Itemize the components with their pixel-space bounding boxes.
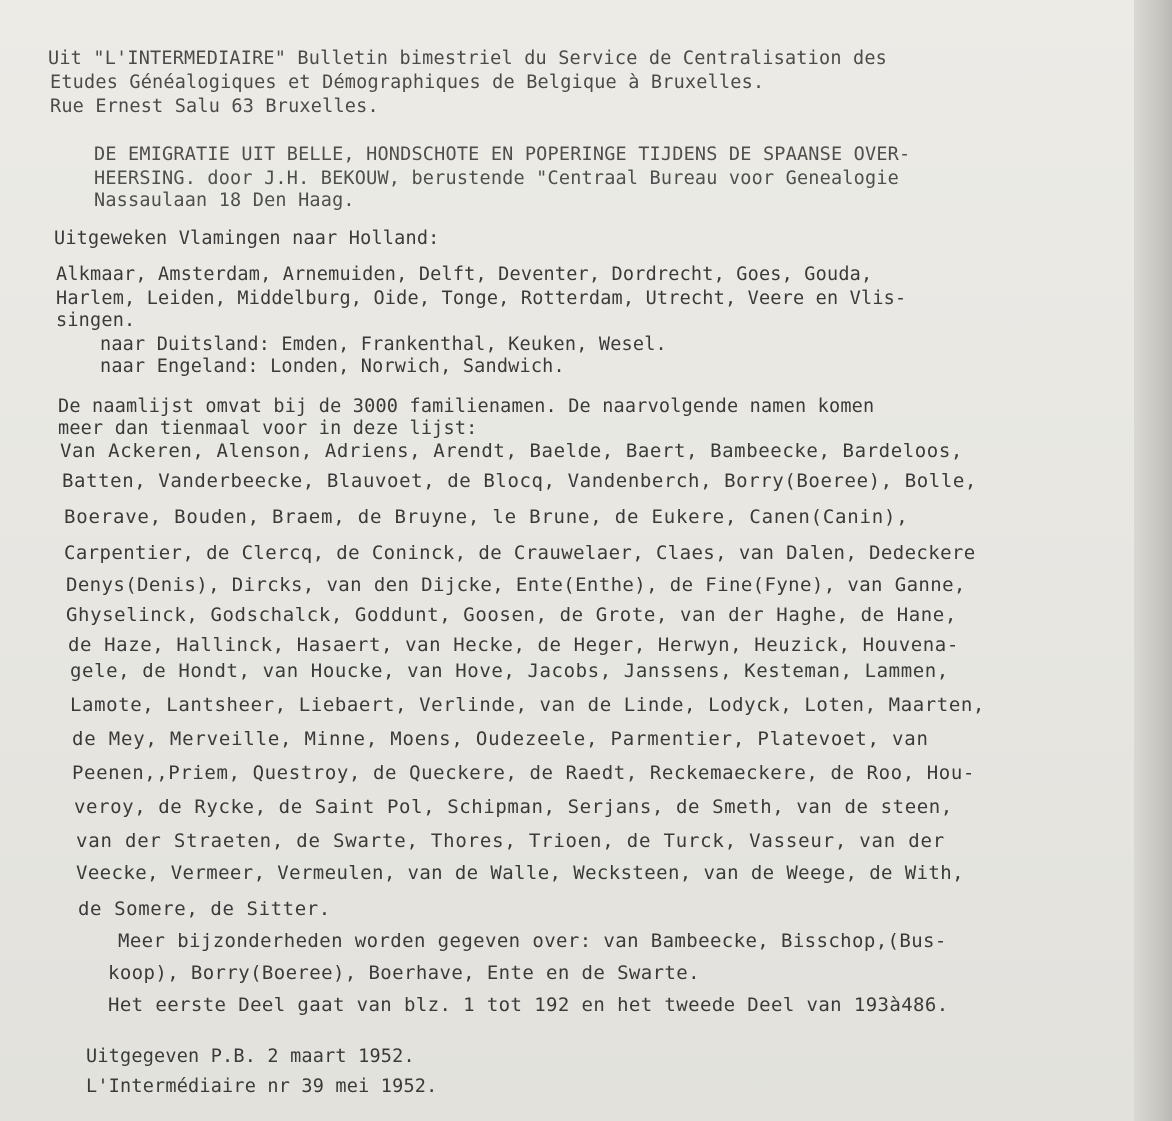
- names-line-9: Lamote, Lantsheer, Liebaert, Verlinde, van de Linde, Lodyck, Loten, Maarten,: [70, 694, 985, 716]
- header-line-3: Rue Ernest Salu 63 Bruxelles.: [50, 96, 379, 117]
- footer-line-2: L'Intermédiaire nr 39 mei 1952.: [86, 1076, 438, 1097]
- title-line-1: DE EMIGRATIE UIT BELLE, HONDSCHOTE EN POPERINGE TIJDENS DE SPAANSE OVER-: [94, 144, 911, 165]
- names-line-6: Ghyselinck, Godschalck, Goddunt, Goosen, de Grote, van der Haghe, de Hane,: [66, 604, 957, 626]
- names-line-5: Denys(Denis), Dircks, van den Dijcke, Ente(Enthe), de Fine(Fyne), van Ganne,: [66, 574, 966, 596]
- places-line-1: Alkmaar, Amsterdam, Arnemuiden, Delft, Deventer, Dordrecht, Goes, Gouda,: [56, 264, 873, 285]
- background-edge: [1134, 0, 1172, 1121]
- places-england: naar Engeland: Londen, Norwich, Sandwich.: [100, 356, 565, 377]
- names-intro-line-1: De naamlijst omvat bij de 3000 familienamen. De naarvolgende namen komen: [58, 396, 875, 417]
- names-line-3: Boerave, Bouden, Braem, de Bruyne, le Brune, de Eukere, Canen(Canin),: [64, 506, 909, 528]
- details-line-1: Meer bijzonderheden worden gegeven over: van Bambeecke, Bisschop,(Bus-: [118, 930, 947, 952]
- names-line-8: gele, de Hondt, van Houcke, van Hove, Jacobs, Janssens, Kesteman, Lammen,: [70, 660, 949, 682]
- names-intro-line-2: meer dan tienmaal voor in deze lijst:: [58, 418, 478, 439]
- names-line-2: Batten, Vanderbeecke, Blauvoet, de Blocq, Vandenberch, Borry(Boeree), Bolle,: [62, 470, 977, 492]
- details-line-2: koop), Borry(Boeree), Boerhave, Ente en de Swarte.: [108, 962, 700, 984]
- header-line-2: Etudes Généalogiques et Démographiques de Belgique à Bruxelles.: [50, 72, 765, 93]
- title-line-3: Nassaulaan 18 Den Haag.: [94, 190, 355, 211]
- names-line-11: Peenen,,Priem, Questroy, de Queckere, de Raedt, Reckemaeckere, de Roo, Hou-: [72, 762, 975, 784]
- places-germany: naar Duitsland: Emden, Frankenthal, Keuken, Wesel.: [100, 334, 667, 355]
- names-line-15: de Somere, de Sitter.: [78, 898, 331, 920]
- names-line-10: de Mey, Merveille, Minne, Moens, Oudezeele, Parmentier, Platevoet, van: [72, 728, 929, 750]
- places-line-3: singen.: [56, 310, 136, 331]
- title-line-2: HEERSING. door J.H. BEKOUW, berustende "Centraal Bureau voor Genealogie: [94, 168, 899, 189]
- names-line-1: Van Ackeren, Alenson, Adriens, Arendt, Baelde, Baert, Bambeecke, Bardeloos,: [60, 440, 963, 462]
- names-line-7: de Haze, Hallinck, Hasaert, van Hecke, de Heger, Herwyn, Heuzick, Houvena-: [68, 634, 959, 656]
- names-line-4: Carpentier, de Clercq, de Coninck, de Crauwelaer, Claes, van Dalen, Dedeckere: [64, 542, 976, 564]
- footer-line-1: Uitgegeven P.B. 2 maart 1952.: [86, 1046, 415, 1067]
- names-line-12: veroy, de Rycke, de Saint Pol, Schipman, Serjans, de Smeth, van de steen,: [74, 796, 953, 818]
- details-line-3: Het eerste Deel gaat van blz. 1 tot 192 en het tweede Deel van 193à486.: [108, 994, 949, 1016]
- names-line-13: van der Straeten, de Swarte, Thores, Trioen, de Turck, Vasseur, van der: [76, 830, 945, 852]
- header-line-1: Uit "L'INTERMEDIAIRE" Bulletin bimestriel du Service de Centralisation des: [48, 48, 888, 69]
- places-line-2: Harlem, Leiden, Middelburg, Oide, Tonge, Rotterdam, Utrecht, Veere en Vlis-: [56, 288, 907, 309]
- names-line-14: Veecke, Vermeer, Vermeulen, van de Walle, Wecksteen, van de Weege, de With,: [76, 862, 964, 884]
- section-heading: Uitgeweken Vlamingen naar Holland:: [54, 228, 440, 249]
